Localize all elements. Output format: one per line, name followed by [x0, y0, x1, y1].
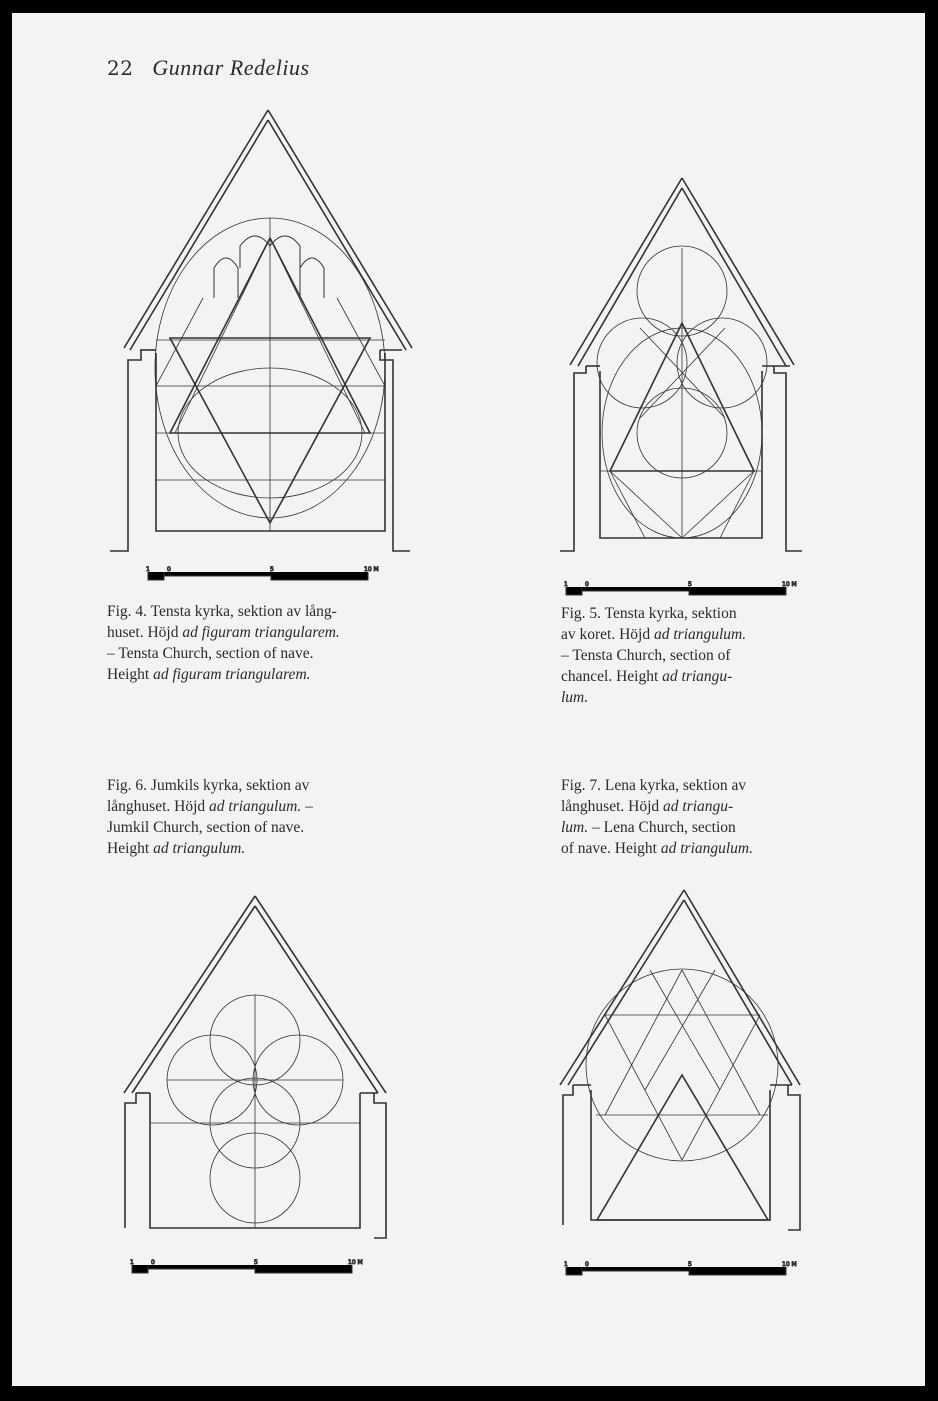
- fig6-scale-label-0: 0: [151, 1259, 155, 1266]
- fig5-caption-line2b: ad triangulum.: [653, 626, 747, 643]
- fig6-caption-line4b: ad triangulum.: [153, 840, 246, 857]
- fig7-building-outline: [560, 890, 800, 1230]
- running-head-author: Gunnar Redelius: [152, 55, 310, 80]
- fig4-scale-label-5: 5: [270, 566, 274, 573]
- fig4-scale-label-1: 1: [146, 566, 150, 573]
- fig4-caption-line4b: ad figuram triangularem.: [153, 666, 311, 683]
- fig4-caption-line4a: Height: [107, 666, 154, 683]
- fig5-scale-bar: [564, 581, 797, 603]
- fig7-caption-line1: Fig. 7. Lena kyrka, sektion av: [561, 777, 747, 794]
- fig4-caption-line2b: ad figuram triangularem.: [182, 624, 340, 641]
- fig7-scale-label-5: 5: [688, 1261, 692, 1268]
- fig6-scale-label-5: 5: [254, 1259, 258, 1266]
- fig5-scale-label-10: 10 M: [782, 581, 797, 588]
- fig7-triangle: [597, 1075, 768, 1220]
- fig4-windows: [214, 236, 324, 298]
- fig5-caption-line5: lum.: [561, 689, 589, 706]
- fig6-scale-label-1: 1: [130, 1259, 134, 1266]
- fig6-caption-line2b: ad triangulum.: [209, 798, 302, 815]
- fig4-building-outline: [110, 110, 412, 551]
- fig7-caption-line3a: lum.: [561, 819, 589, 836]
- fig6-geometry: [150, 995, 360, 1228]
- fig4-caption: [107, 601, 417, 685]
- fig4-caption-line1: Fig. 4. Tensta kyrka, sektion av lång-: [107, 603, 337, 620]
- fig7-caption-line2a: långhuset. Höjd: [561, 798, 664, 815]
- fig5-caption-line4b: ad triangu-: [662, 668, 733, 685]
- fig5-drawing: [560, 173, 805, 563]
- fig7-drawing: [560, 885, 805, 1255]
- fig5-scale-label-5: 5: [688, 581, 692, 588]
- fig4-scale-label-10: 10 M: [364, 566, 379, 573]
- fig5-caption-line4a: chancel. Height: [561, 668, 663, 685]
- fig6-scale-label-10: 10 M: [348, 1259, 363, 1266]
- fig5-scale-label-0: 0: [585, 581, 589, 588]
- fig7-scale-bar: [564, 1261, 797, 1283]
- fig4-scale-bar: [146, 566, 379, 588]
- fig7-caption: [561, 775, 851, 859]
- fig6-caption-line3: Jumkil Church, section of nave.: [107, 819, 305, 836]
- page-number: 22: [107, 56, 134, 80]
- fig6-caption: [107, 775, 417, 859]
- fig6-caption-line1: Fig. 6. Jumkils kyrka, sektion av: [107, 777, 310, 794]
- fig4-drawing: [110, 98, 430, 558]
- page: [12, 13, 925, 1386]
- fig6-drawing: [110, 888, 400, 1248]
- fig7-scale-label-0: 0: [585, 1261, 589, 1268]
- running-header: [107, 55, 310, 81]
- fig6-scale-bar: [130, 1259, 363, 1281]
- fig7-caption-line4b: ad triangulum.: [660, 840, 754, 857]
- fig7-scale-label-10: 10 M: [782, 1261, 797, 1268]
- fig4-caption-line2a: huset. Höjd: [107, 624, 183, 641]
- fig7-scale-label-1: 1: [564, 1261, 568, 1268]
- fig5-caption-line2a: av koret. Höjd: [561, 626, 654, 643]
- fig7-caption-line4a: of nave. Height: [561, 840, 661, 857]
- fig4-caption-line3: – Tensta Church, section of nave.: [107, 645, 314, 662]
- fig5-caption-line3: – Tensta Church, section of: [561, 647, 731, 664]
- fig7-caption-line2b: ad triangu-: [663, 798, 734, 815]
- fig6-caption-line2c: –: [301, 798, 313, 815]
- fig5-caption: [561, 603, 851, 708]
- fig7-caption-line3b: – Lena Church, section: [588, 819, 736, 836]
- fig6-caption-line2a: långhuset. Höjd: [107, 798, 210, 815]
- fig6-caption-line4a: Height: [107, 840, 154, 857]
- fig5-caption-line1: Fig. 5. Tensta kyrka, sektion: [561, 605, 737, 622]
- fig4-scale-label-0: 0: [167, 566, 171, 573]
- fig5-building-outline: [560, 178, 802, 551]
- fig5-scale-label-1: 1: [564, 581, 568, 588]
